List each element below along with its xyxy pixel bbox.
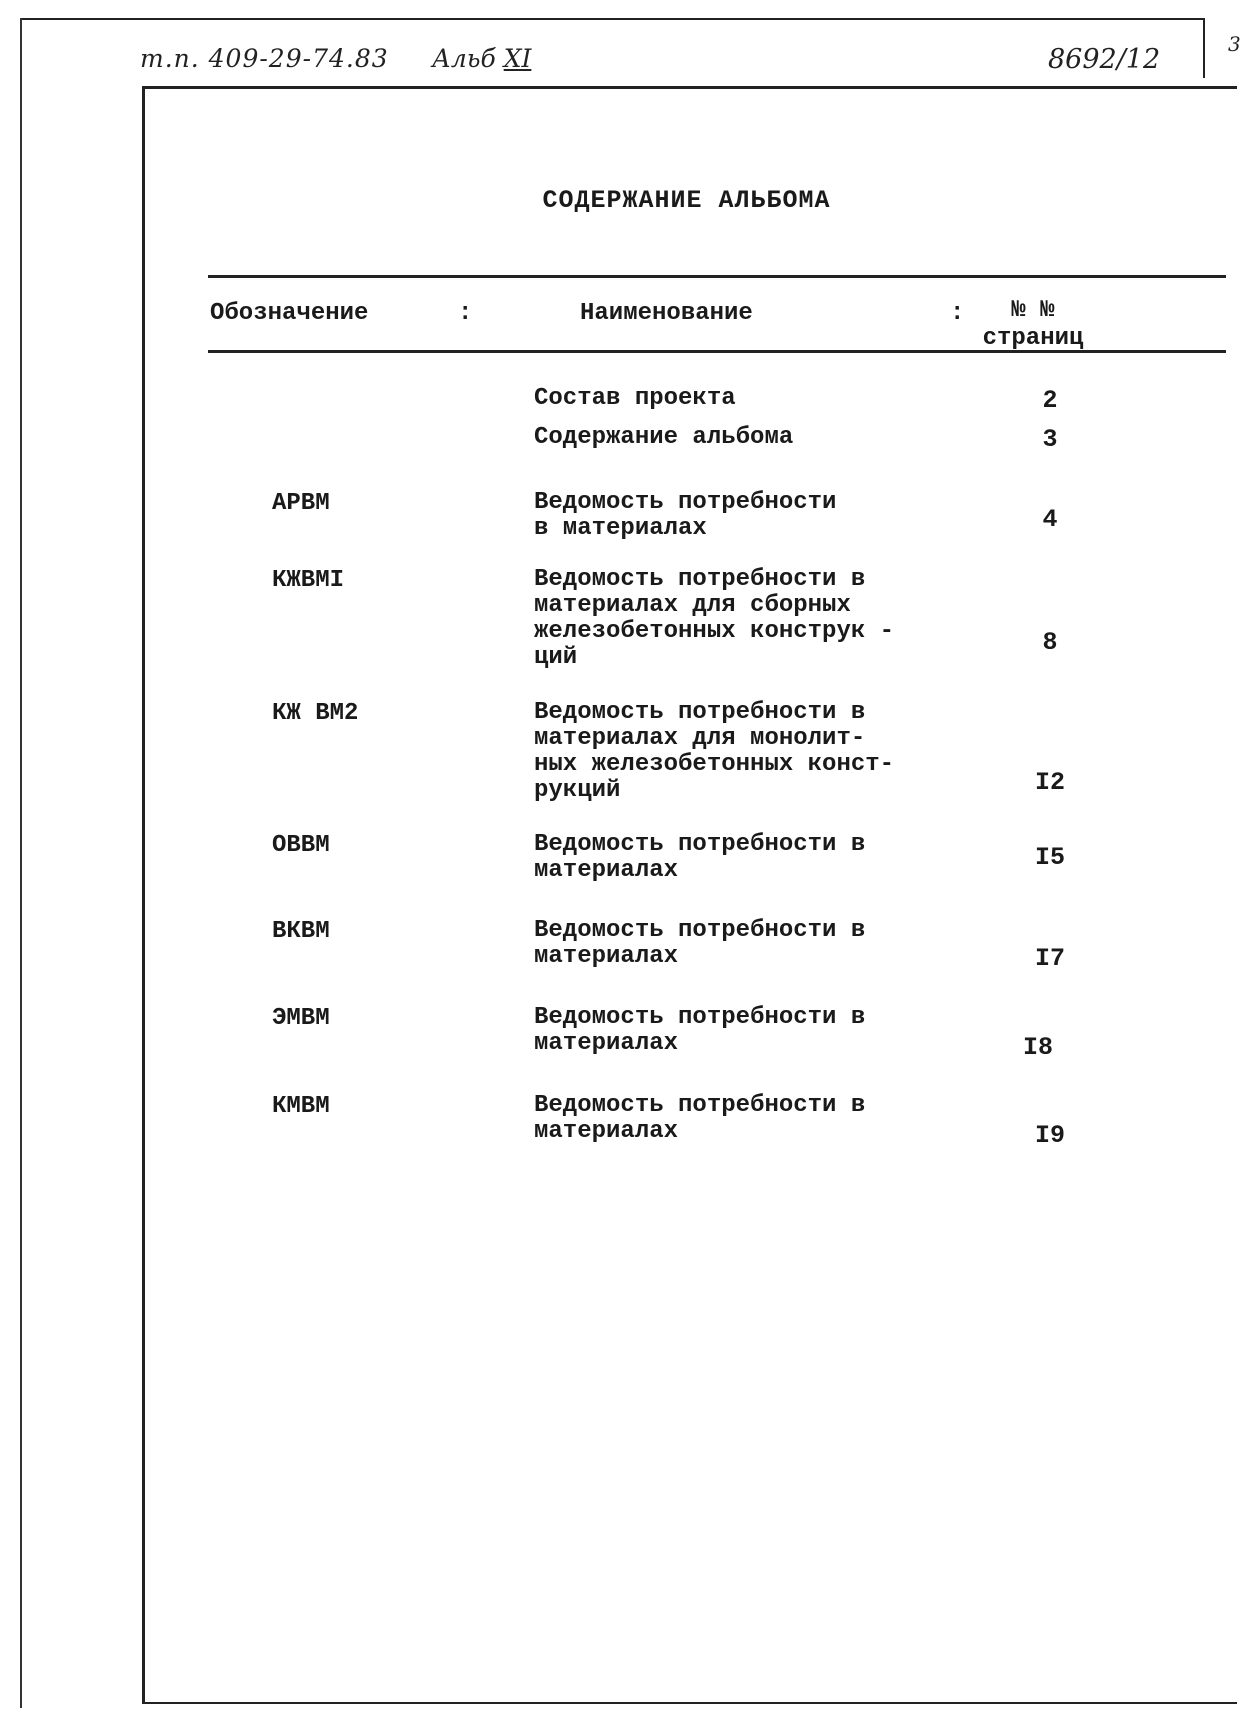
- row-name: Ведомость потребности в материалах для сборных железобетонных конструк - ций: [534, 566, 895, 671]
- inventory-number: 8692/12: [1048, 44, 1161, 75]
- row-name: Ведомость потребности в материалах: [534, 1092, 866, 1145]
- column-header-pages-line1: № №: [1011, 297, 1055, 324]
- project-code: т.п. 409-29-74.83: [140, 44, 389, 73]
- row-code: КЖВМI: [272, 567, 345, 594]
- row-page: 3: [1042, 425, 1058, 454]
- column-header-name: Наименование: [580, 300, 753, 327]
- row-code: КМВМ: [272, 1093, 330, 1120]
- row-name: Ведомость потребности в материалах: [534, 831, 866, 884]
- row-page: 4: [1042, 505, 1058, 534]
- row-code: КЖ ВМ2: [272, 700, 359, 727]
- row-page: I9: [1034, 1121, 1065, 1150]
- column-header-pages-line2: страниц: [982, 325, 1084, 352]
- row-code: ЭМВМ: [272, 1005, 330, 1032]
- row-name: Ведомость потребности в материалах: [534, 489, 837, 542]
- row-page: 8: [1042, 628, 1058, 657]
- stamp-cell-divider: [1203, 18, 1205, 78]
- row-code: АРВМ: [272, 490, 330, 517]
- row-page: 2: [1042, 386, 1058, 415]
- document-title: СОДЕРЖАНИЕ АЛЬБОМА: [542, 186, 831, 215]
- row-code: ОВВМ: [272, 832, 330, 859]
- page-number-corner: 3: [1228, 32, 1241, 56]
- album-label: [432, 44, 531, 73]
- row-name: Содержание альбома: [534, 424, 794, 451]
- row-code: ВКВМ: [272, 918, 330, 945]
- album-number: XI: [503, 44, 532, 73]
- table-rule-bottom: [208, 350, 1226, 353]
- column-header-code: Обозначение: [210, 300, 369, 327]
- row-name: Состав проекта: [534, 385, 736, 412]
- row-page: I8: [1022, 1033, 1053, 1062]
- page-border-left: [20, 18, 22, 1708]
- table-rule-top: [208, 275, 1226, 278]
- row-page: I5: [1034, 843, 1065, 872]
- page-border-top: [20, 18, 1205, 20]
- row-name: Ведомость потребности в материалах для монолит- ных железобетонных конст- рукций: [534, 699, 895, 804]
- album-prefix: Альб: [432, 44, 496, 73]
- row-name: Ведомость потребности в материалах: [534, 1004, 866, 1057]
- column-separator: :: [458, 300, 473, 327]
- row-name: Ведомость потребности в материалах: [534, 917, 866, 970]
- column-separator: :: [950, 300, 965, 327]
- row-page: I7: [1034, 944, 1065, 973]
- row-page: I2: [1034, 768, 1065, 797]
- column-header-pages: [978, 297, 1088, 353]
